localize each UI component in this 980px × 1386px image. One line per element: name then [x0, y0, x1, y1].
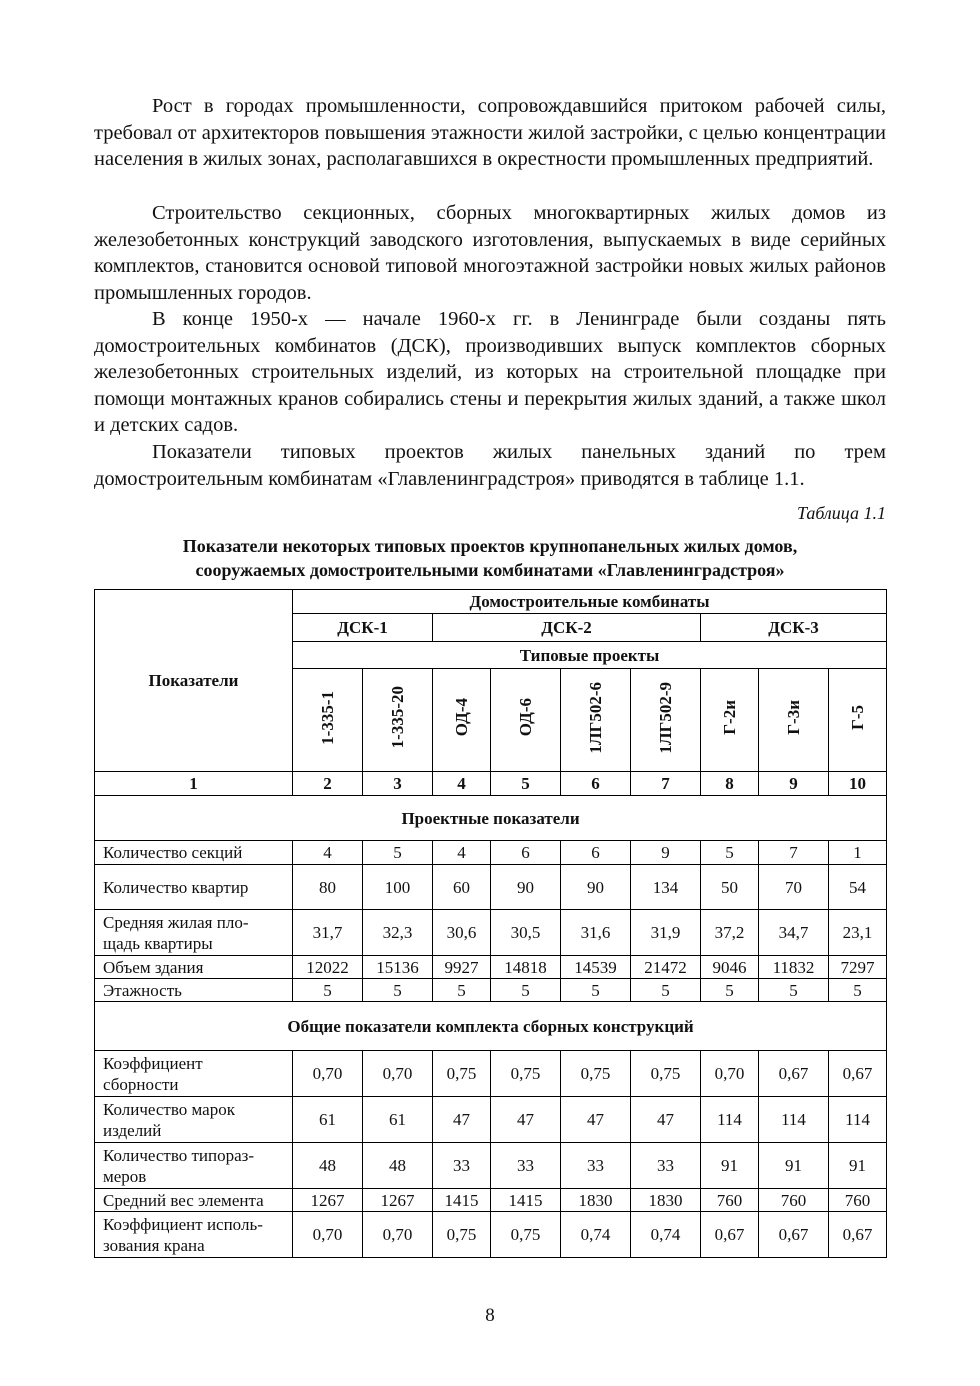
cell: 37,2: [701, 910, 759, 956]
cell: 1830: [631, 1189, 701, 1212]
row-label-line: Коэффициент: [103, 1053, 203, 1073]
table-row: [95, 910, 887, 956]
cell: 11832: [759, 956, 829, 979]
cell: 0,70: [363, 1212, 433, 1258]
table-title-line-2: сооружаемых домостроительными комбинатами «Главленинградстроя»: [195, 559, 785, 580]
column-number: 8: [701, 772, 759, 796]
cell: 7: [759, 841, 829, 865]
project-name: Г-2и: [720, 700, 739, 735]
cell: 61: [293, 1097, 363, 1143]
cell: 1267: [293, 1189, 363, 1212]
cell: 0,70: [701, 1051, 759, 1097]
column-number: 6: [561, 772, 631, 796]
cell: 0,67: [759, 1212, 829, 1258]
cell: 0,75: [561, 1051, 631, 1097]
cell: 0,74: [561, 1212, 631, 1258]
page-number: 8: [485, 1305, 495, 1326]
cell: 5: [701, 841, 759, 865]
cell: 5: [363, 841, 433, 865]
project-name: 1ЛГ502-9: [656, 681, 675, 754]
cell: 114: [701, 1097, 759, 1143]
section-title-common: Общие показатели комплекта сборных конструкций: [95, 1002, 887, 1051]
project-name: 1-335-1: [318, 690, 337, 745]
cell: 100: [363, 865, 433, 910]
project-header: [759, 669, 829, 772]
paragraph-2: Строительство секционных, сборных многоквартирных жилых домов из железобетонных конструкций заводского изготовления, выпускаемых в виде серийных комплектов, становится основой типовой многоэтажной застройки новых жилых районов промышленных городов.: [94, 202, 886, 304]
column-number: 3: [363, 772, 433, 796]
cell: 6: [491, 841, 561, 865]
cell: 47: [631, 1097, 701, 1143]
project-header: [829, 669, 887, 772]
combine-dsk1: ДСК-1: [293, 614, 433, 642]
project-name: Г-3и: [784, 700, 803, 735]
cell: 50: [701, 865, 759, 910]
cell: 760: [701, 1189, 759, 1212]
row-label: [95, 910, 293, 956]
cell: 14539: [561, 956, 631, 979]
combine-dsk2: ДСК-2: [433, 614, 701, 642]
table-row: [95, 1097, 887, 1143]
cell: 4: [433, 841, 491, 865]
table-label: Таблица 1.1: [796, 503, 886, 523]
project-name: 1ЛГ502-6: [586, 681, 605, 754]
cell: 54: [829, 865, 887, 910]
row-label-line: Коэффициент исполь-: [103, 1214, 263, 1234]
cell: 6: [561, 841, 631, 865]
combine-dsk3: ДСК-3: [701, 614, 887, 642]
row-label-line: Количество типораз-: [103, 1145, 255, 1165]
cell: 9927: [433, 956, 491, 979]
cell: 0,67: [759, 1051, 829, 1097]
cell: 5: [433, 979, 491, 1002]
section-row: [95, 796, 887, 841]
row-label: Количество квартир: [95, 865, 293, 910]
row-label: [95, 1212, 293, 1258]
cell: 7297: [829, 956, 887, 979]
cell: 0,70: [363, 1051, 433, 1097]
column-numbers-row: [95, 772, 887, 796]
table-row: [95, 1212, 887, 1258]
project-header: [433, 669, 491, 772]
cell: 0,75: [631, 1051, 701, 1097]
cell: 0,74: [631, 1212, 701, 1258]
cell: 760: [759, 1189, 829, 1212]
cell: 48: [293, 1143, 363, 1189]
paragraph-1: Рост в городах промышленности, сопровождавшийся притоком рабочей силы, требовал от архитекторов повышения этажности жилой застройки, с целью концентрации населения в жилых зонах, располагавшихся в окрестности промышленных предприятий.: [94, 95, 886, 171]
column-number: 2: [293, 772, 363, 796]
project-header: [491, 669, 561, 772]
table-row: [95, 1189, 887, 1212]
row-label: [95, 1097, 293, 1143]
cell: 34,7: [759, 910, 829, 956]
cell: 1830: [561, 1189, 631, 1212]
row-label-line: зования крана: [103, 1235, 205, 1255]
cell: 90: [491, 865, 561, 910]
project-header: [701, 669, 759, 772]
table-title: [94, 535, 886, 582]
cell: 47: [561, 1097, 631, 1143]
cell: 0,67: [829, 1212, 887, 1258]
cell: 5: [829, 979, 887, 1002]
project-header: [631, 669, 701, 772]
row-label: Объем здания: [95, 956, 293, 979]
cell: 32,3: [363, 910, 433, 956]
table-row: [95, 841, 887, 865]
cell: 91: [701, 1143, 759, 1189]
row-label: [95, 1051, 293, 1097]
cell: 31,7: [293, 910, 363, 956]
section-row: [95, 1002, 887, 1051]
cell: 1415: [433, 1189, 491, 1212]
cell: 5: [491, 979, 561, 1002]
cell: 33: [631, 1143, 701, 1189]
cell: 14818: [491, 956, 561, 979]
cell: 114: [759, 1097, 829, 1143]
table-row: [95, 1051, 887, 1097]
indicators-table: [94, 589, 887, 1258]
cell: 12022: [293, 956, 363, 979]
cell: 61: [363, 1097, 433, 1143]
cell: 30,6: [433, 910, 491, 956]
cell: 5: [701, 979, 759, 1002]
table-row: [95, 979, 887, 1002]
column-number: 7: [631, 772, 701, 796]
cell: 0,67: [829, 1051, 887, 1097]
row-label: Этажность: [95, 979, 293, 1002]
corner-header: Показатели: [95, 590, 293, 772]
cell: 33: [491, 1143, 561, 1189]
cell: 91: [759, 1143, 829, 1189]
column-number: 4: [433, 772, 491, 796]
cell: 23,1: [829, 910, 887, 956]
cell: 114: [829, 1097, 887, 1143]
project-name: ОД-4: [452, 698, 471, 737]
cell: 134: [631, 865, 701, 910]
projects-header: Типовые проекты: [293, 642, 887, 669]
cell: 0,75: [433, 1212, 491, 1258]
cell: 5: [293, 979, 363, 1002]
cell: 9046: [701, 956, 759, 979]
column-number: 5: [491, 772, 561, 796]
cell: 760: [829, 1189, 887, 1212]
project-header: [363, 669, 433, 772]
cell: 0,70: [293, 1051, 363, 1097]
table-row: [95, 1143, 887, 1189]
cell: 33: [561, 1143, 631, 1189]
cell: 70: [759, 865, 829, 910]
row-label-line: сборности: [103, 1074, 179, 1094]
cell: 5: [363, 979, 433, 1002]
cell: 4: [293, 841, 363, 865]
cell: 33: [433, 1143, 491, 1189]
column-number: 10: [829, 772, 887, 796]
cell: 47: [491, 1097, 561, 1143]
cell: 47: [433, 1097, 491, 1143]
cell: 30,5: [491, 910, 561, 956]
table-row: [95, 956, 887, 979]
cell: 0,67: [701, 1212, 759, 1258]
table-title-line-1: Показатели некоторых типовых проектов крупнопанельных жилых домов,: [182, 536, 798, 556]
paragraph-3: В конце 1950-х — начале 1960-х гг. в Ленинграде были созданы пять домостроительных комбинатов (ДСК), производивших выпуск комплектов сборных железобетонных строительных изделий, из которых на строительной площадке при помощи монтажных кранов собирались стены и перекрытия жилых зданий, а также школ и детских садов.: [94, 308, 886, 437]
project-name: Г-5: [848, 705, 868, 730]
cell: 60: [433, 865, 491, 910]
cell: 48: [363, 1143, 433, 1189]
project-name: ОД-6: [516, 698, 535, 737]
table-row: [95, 865, 887, 910]
cell: 0,75: [491, 1212, 561, 1258]
cell: 31,6: [561, 910, 631, 956]
row-label: Количество секций: [95, 841, 293, 865]
row-label-line: щадь квартиры: [103, 933, 213, 953]
paragraph-4: Показатели типовых проектов жилых панельных зданий по трем домостроительным комбинатам «Главленинградстроя» приводятся в таблице 1.1.: [94, 441, 886, 490]
project-name: 1-335-20: [388, 686, 407, 749]
cell: 0,75: [491, 1051, 561, 1097]
cell: 0,75: [433, 1051, 491, 1097]
project-header: [561, 669, 631, 772]
row-label-line: меров: [103, 1166, 147, 1186]
cell: 1415: [491, 1189, 561, 1212]
cell: 1267: [363, 1189, 433, 1212]
cell: 5: [561, 979, 631, 1002]
row-label-line: Средняя жилая пло-: [103, 912, 249, 932]
cell: 91: [829, 1143, 887, 1189]
cell: 5: [631, 979, 701, 1002]
row-label-line: Количество марок: [103, 1099, 235, 1119]
cell: 0,70: [293, 1212, 363, 1258]
cell: 5: [759, 979, 829, 1002]
section-title-project: Проектные показатели: [95, 796, 887, 841]
column-number: 9: [759, 772, 829, 796]
project-header: [293, 669, 363, 772]
cell: 15136: [363, 956, 433, 979]
cell: 90: [561, 865, 631, 910]
column-number: 1: [95, 772, 293, 796]
row-label: [95, 1143, 293, 1189]
cell: 31,9: [631, 910, 701, 956]
cell: 9: [631, 841, 701, 865]
row-label: Средний вес элемента: [95, 1189, 293, 1212]
header-row-group: [95, 590, 887, 614]
cell: 1: [829, 841, 887, 865]
cell: 80: [293, 865, 363, 910]
combines-header: Домостроительные комбинаты: [293, 590, 887, 614]
cell: 21472: [631, 956, 701, 979]
row-label-line: изделий: [103, 1120, 162, 1140]
